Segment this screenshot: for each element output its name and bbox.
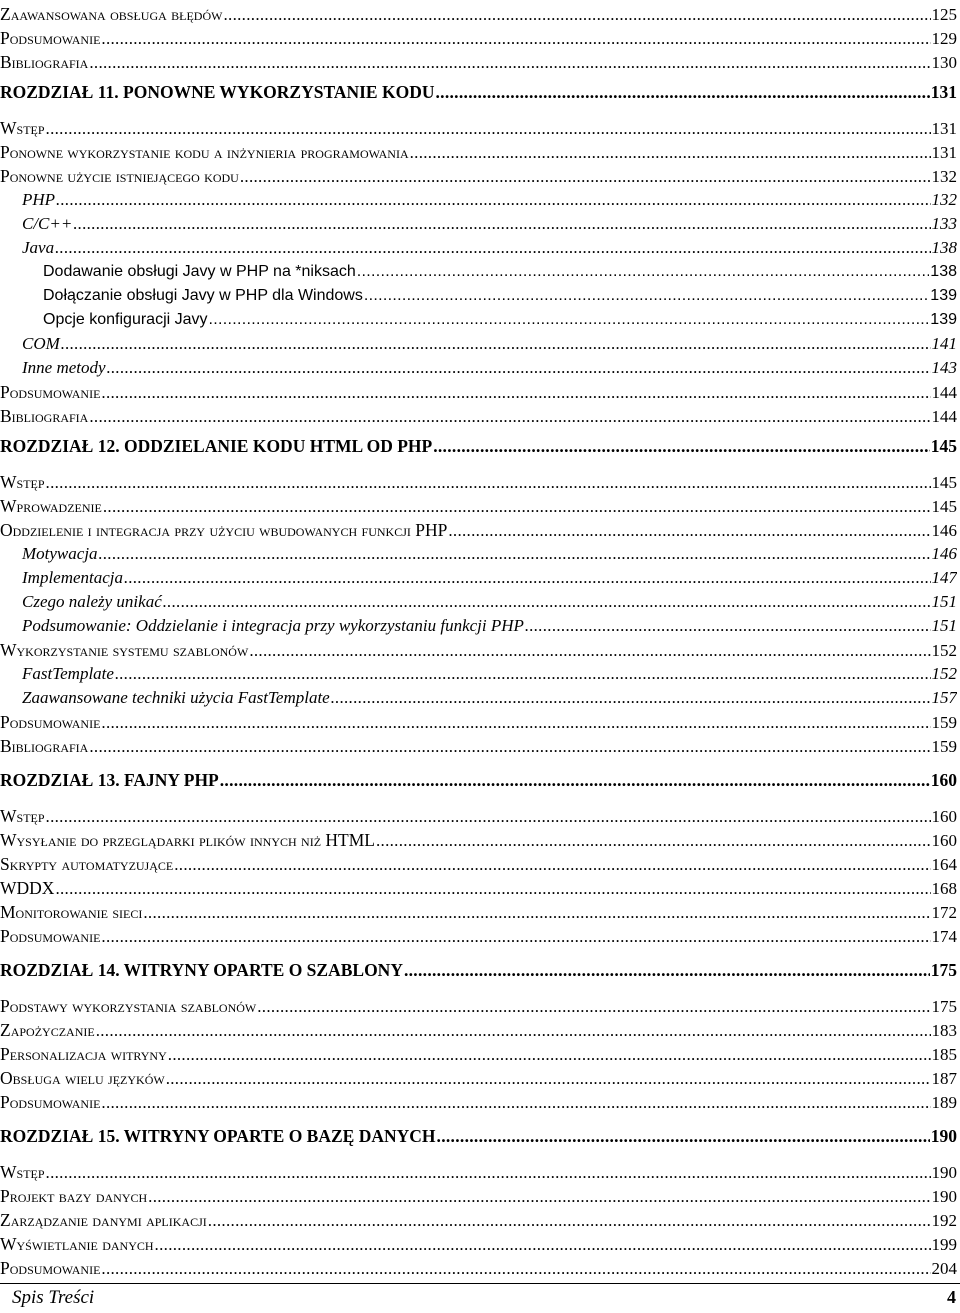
toc-entry[interactable]: [0, 26, 957, 50]
toc-entry-title: Java: [22, 238, 55, 257]
toc-entry[interactable]: [0, 1232, 957, 1256]
dot-leader: [101, 1091, 930, 1114]
toc-entry[interactable]: [0, 900, 957, 924]
toc-entry-title: Wprowadzenie: [0, 496, 102, 516]
toc-entry-page: 145: [931, 473, 957, 492]
dot-leader: [96, 1019, 931, 1042]
toc-entry-page: 175: [930, 960, 957, 980]
dot-leader: [437, 1124, 930, 1148]
toc-entry-title: Skrypty automatyzujące: [0, 854, 174, 874]
toc-entry[interactable]: [0, 470, 957, 494]
toc-entry[interactable]: [0, 566, 957, 590]
dot-leader: [433, 434, 930, 458]
dot-leader: [55, 236, 930, 260]
toc-entry-page: 144: [931, 407, 957, 426]
toc-entry[interactable]: [0, 1090, 957, 1114]
dot-leader: [257, 995, 930, 1018]
dot-leader: [331, 686, 931, 710]
toc-entry[interactable]: [0, 734, 957, 758]
toc-entry[interactable]: [0, 686, 957, 710]
toc-entry-title: Zaawansowana obsługa błędów: [0, 4, 223, 24]
toc-entry-title: Obsługa wielu języków: [0, 1068, 165, 1088]
toc-entry-page: 174: [931, 927, 957, 946]
toc-entry[interactable]: [0, 188, 957, 212]
toc-entry-page: 190: [931, 1187, 957, 1206]
toc-entry-title: Podstawy wykorzystania szablonów: [0, 996, 257, 1016]
toc-entry-title: Ponowne wykorzystanie kodu a inżynieria programowania: [0, 142, 409, 162]
dot-leader: [46, 1161, 931, 1184]
dot-leader: [89, 735, 930, 758]
toc-entry-page: 138: [930, 263, 957, 280]
toc-entry-title: Czego należy unikać: [22, 592, 162, 611]
toc-entry-page: 183: [931, 1021, 957, 1040]
toc-entry-page: 160: [931, 807, 957, 826]
toc-entry-page: 139: [930, 287, 957, 304]
toc-entry-title: Wstęp: [0, 1162, 45, 1182]
toc-entry-title: Dodawanie obsługi Javy w PHP na *niksach: [43, 263, 356, 280]
toc-entry-title: Inne metody: [22, 358, 106, 377]
dot-leader: [163, 590, 931, 614]
toc-entry-page: 143: [931, 358, 957, 377]
footer-page-number: 4: [947, 1287, 956, 1307]
toc-entry[interactable]: [0, 50, 957, 74]
toc-entry-page: 157: [931, 688, 957, 707]
toc-entry-title: Monitorowanie sieci: [0, 902, 143, 922]
toc-entry-page: 159: [931, 737, 957, 756]
toc-entry-title: PHP: [22, 190, 56, 209]
toc-entry[interactable]: [0, 380, 957, 404]
dot-leader: [61, 332, 931, 356]
toc-entry-page: 172: [931, 903, 957, 922]
dot-leader: [364, 284, 929, 308]
footer-title: Spis Treści: [12, 1287, 95, 1308]
toc-entry-page: 133: [931, 214, 957, 233]
toc-entry-title: Bibliografia: [0, 736, 89, 756]
dot-leader: [357, 260, 930, 284]
toc-entry[interactable]: [0, 1042, 957, 1066]
toc-entry-title: ROZDZIAŁ 11. PONOWNE WYKORZYSTANIE KODU: [0, 82, 435, 102]
toc-entry-page: 125: [931, 5, 957, 24]
toc-entry[interactable]: [0, 1018, 957, 1042]
toc-entry-title: Wstęp: [0, 472, 45, 492]
toc-entry[interactable]: [0, 1256, 957, 1280]
dot-leader: [155, 1233, 931, 1256]
toc-entry-page: 159: [931, 713, 957, 732]
toc-entry-page: 151: [931, 616, 957, 635]
toc-entry-title: Opcje konfiguracji Javy: [43, 311, 208, 328]
toc-entry-page: 132: [931, 167, 957, 186]
dot-leader: [435, 80, 929, 104]
dot-leader: [46, 805, 931, 828]
toc-entry-page: 160: [931, 831, 957, 850]
toc-entry-title: Ponowne użycie istniejącego kodu: [0, 166, 239, 186]
toc-entry-title: Zarządzanie danymi aplikacji: [0, 1210, 207, 1230]
toc-entry-page: 129: [931, 29, 957, 48]
dot-leader: [55, 877, 930, 900]
toc-entry-page: 141: [931, 334, 957, 353]
toc-entry-title: Podsumowanie: [0, 926, 101, 946]
toc-entry[interactable]: [0, 662, 957, 686]
dot-leader: [209, 308, 930, 332]
toc-chapter-entry[interactable]: [0, 1124, 957, 1148]
toc-entry-title: Motywacja: [22, 544, 98, 563]
toc-entry[interactable]: [0, 308, 957, 332]
toc-entry-page: 131: [931, 119, 957, 138]
toc-entry-title: Podsumowanie: [0, 712, 101, 732]
dot-leader: [410, 141, 931, 164]
toc-entry-title: WDDX: [0, 878, 55, 898]
toc-entry-title: Podsumowanie: [0, 1092, 101, 1112]
toc-entry-page: 168: [931, 879, 957, 898]
toc-entry[interactable]: [0, 236, 957, 260]
dot-leader: [101, 925, 930, 948]
toc-entry-page: 187: [931, 1069, 957, 1088]
dot-leader: [376, 829, 931, 852]
dot-leader: [89, 51, 930, 74]
toc-entry[interactable]: [0, 876, 957, 900]
toc-entry-page: 130: [931, 53, 957, 72]
toc-entry-title: Podsumowanie: [0, 382, 101, 402]
dot-leader: [404, 958, 930, 982]
toc-entry-page: 132: [931, 190, 957, 209]
toc-entry-page: 204: [931, 1259, 957, 1278]
toc-entry[interactable]: [0, 994, 957, 1018]
toc-entry-page: 152: [931, 641, 957, 660]
dot-leader: [101, 381, 930, 404]
toc-entry[interactable]: [0, 116, 957, 140]
dot-leader: [99, 542, 931, 566]
toc-entry[interactable]: [0, 1208, 957, 1232]
toc-entry-page: 131: [931, 143, 957, 162]
toc-entry-page: 144: [931, 383, 957, 402]
toc-entry[interactable]: [0, 710, 957, 734]
toc-entry[interactable]: [0, 1184, 957, 1208]
toc-entry-title: C/C++: [22, 214, 73, 233]
toc-entry-page: 189: [931, 1093, 957, 1112]
toc-chapter-entry[interactable]: [0, 958, 957, 982]
toc-entry-page: 185: [931, 1045, 957, 1064]
toc-entry[interactable]: [0, 404, 957, 428]
dot-leader: [115, 662, 931, 686]
toc-entry-title: ROZDZIAŁ 12. ODDZIELANIE KODU HTML OD PHP: [0, 436, 433, 456]
toc-entry[interactable]: [0, 1160, 957, 1184]
toc-entry-title: Dołączanie obsługi Javy w PHP dla Windows: [43, 287, 363, 304]
toc-entry-title: Zaawansowane techniki użycia FastTemplate: [22, 688, 330, 707]
toc-entry-page: 147: [931, 568, 957, 587]
dot-leader: [168, 1043, 931, 1066]
toc-entry-title: Podsumowanie: Oddzielanie i integracja przy wykorzystaniu funkcji PHP: [22, 616, 524, 635]
dot-leader: [73, 212, 930, 236]
dot-leader: [46, 471, 931, 494]
dot-leader: [101, 27, 930, 50]
dot-leader: [143, 901, 930, 924]
toc-entry-page: 146: [931, 521, 957, 540]
dot-leader: [208, 1209, 931, 1232]
toc-entry-title: ROZDZIAŁ 15. WITRYNY OPARTE O BAZĘ DANYCH: [0, 1126, 436, 1146]
toc-entry[interactable]: [0, 614, 957, 638]
toc-entry-page: 164: [931, 855, 957, 874]
toc-entry-title: Zapożyczanie: [0, 1020, 95, 1040]
dot-leader: [56, 188, 930, 212]
toc-entry-title: Personalizacja witryny: [0, 1044, 167, 1064]
toc-entry[interactable]: [0, 542, 957, 566]
dot-leader: [89, 405, 930, 428]
toc-entry[interactable]: [0, 924, 957, 948]
dot-leader: [166, 1067, 931, 1090]
toc-entry[interactable]: [0, 2, 957, 26]
dot-leader: [249, 639, 930, 662]
dot-leader: [220, 768, 930, 792]
toc-entry[interactable]: [0, 804, 957, 828]
dot-leader: [525, 614, 931, 638]
toc-entry-title: COM: [22, 334, 60, 353]
toc-entry-title: ROZDZIAŁ 13. FAJNY PHP: [0, 770, 219, 790]
dot-leader: [101, 711, 930, 734]
toc-entry-title: Wstęp: [0, 806, 45, 826]
toc-entry-title: Podsumowanie: [0, 1258, 101, 1278]
toc-entry-page: 199: [931, 1235, 957, 1254]
dot-leader: [240, 165, 931, 188]
dot-leader: [124, 566, 930, 590]
toc-entry[interactable]: [0, 638, 957, 662]
toc-entry-page: 192: [931, 1211, 957, 1230]
toc-entry-title: Wysyłanie do przeglądarki plików innych niż HTML: [0, 830, 375, 850]
toc-entry-title: FastTemplate: [22, 664, 114, 683]
footer-divider: [0, 1283, 960, 1284]
toc-entry[interactable]: [0, 494, 957, 518]
dot-leader: [107, 356, 931, 380]
toc-entry[interactable]: [0, 852, 957, 876]
toc-entry-title: Implementacja: [22, 568, 124, 587]
toc-entry[interactable]: [0, 1066, 957, 1090]
toc-entry-page: 146: [931, 544, 957, 563]
toc-entry-title: Bibliografia: [0, 406, 89, 426]
toc-entry-title: Wykorzystanie systemu szablonów: [0, 640, 249, 660]
toc-entry-page: 151: [931, 592, 957, 611]
toc-entry-page: 175: [931, 997, 957, 1016]
toc-entry[interactable]: [0, 284, 957, 308]
toc-entry-page: 131: [930, 82, 957, 102]
toc-entry-page: 190: [930, 1126, 957, 1146]
toc-entry-title: Wyświetlanie danych: [0, 1234, 154, 1254]
toc-entry[interactable]: [0, 518, 957, 542]
toc-entry-page: 139: [930, 311, 957, 328]
dot-leader: [46, 117, 931, 140]
toc-entry-title: Oddzielenie i integracja przy użyciu wbudowanych funkcji PHP: [0, 520, 448, 540]
toc-entry-page: 152: [931, 664, 957, 683]
toc-chapter-entry[interactable]: [0, 434, 957, 458]
toc-entry-title: ROZDZIAŁ 14. WITRYNY OPARTE O SZABLONY: [0, 960, 403, 980]
toc-entry[interactable]: [0, 140, 957, 164]
toc-entry-page: 138: [931, 238, 957, 257]
toc-entry[interactable]: [0, 164, 957, 188]
toc-entry-title: Podsumowanie: [0, 28, 101, 48]
toc-entry-page: 160: [930, 770, 957, 790]
dot-leader: [103, 495, 931, 518]
dot-leader: [223, 3, 930, 26]
toc-chapter-entry[interactable]: [0, 768, 957, 792]
dot-leader: [101, 1257, 930, 1280]
toc-entry-title: Wstęp: [0, 118, 45, 138]
toc-entry[interactable]: [0, 828, 957, 852]
toc-entry-page: 145: [931, 497, 957, 516]
toc-entry[interactable]: [0, 332, 957, 356]
dot-leader: [174, 853, 930, 876]
toc-entry-title: Bibliografia: [0, 52, 89, 72]
toc-chapter-entry[interactable]: [0, 80, 957, 104]
toc-entry[interactable]: [0, 356, 957, 380]
toc-entry[interactable]: [0, 212, 957, 236]
dot-leader: [148, 1185, 930, 1208]
toc-entry-page: 190: [931, 1163, 957, 1182]
toc-entry[interactable]: [0, 590, 957, 614]
toc-entry-page: 145: [930, 436, 957, 456]
toc-entry-title: Projekt bazy danych: [0, 1186, 148, 1206]
toc-entry[interactable]: [0, 260, 957, 284]
dot-leader: [448, 519, 930, 542]
